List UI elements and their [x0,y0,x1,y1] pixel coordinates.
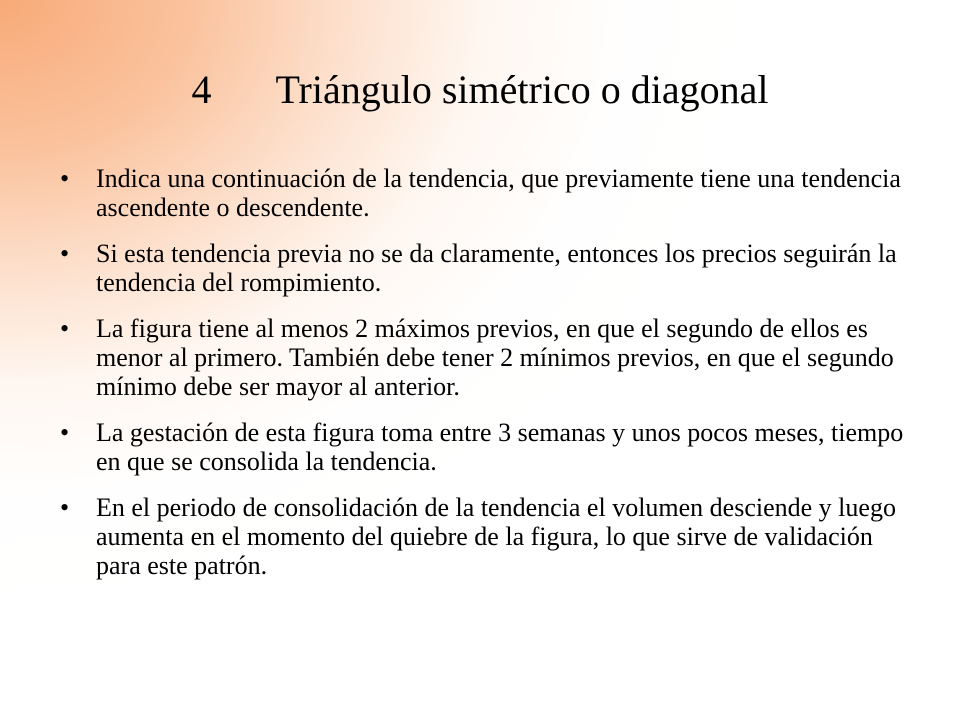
bullet-dot-icon: • [60,314,70,343]
bullet-list [60,164,910,597]
bullet-dot-icon: • [60,418,70,447]
bullet-dot-icon: • [60,164,70,193]
slide-title [0,60,960,120]
bullet-text: Indica una continuación de la tendencia, que previamente tiene una tendencia ascendente o descendente. [96,164,901,222]
slide-title-text: Triángulo simétrico o diagonal [275,67,769,112]
bullet-text: La figura tiene al menos 2 máximos previos, en que el segundo de ellos es menor al primero. También debe tener 2 mínimos previos, en que el segundo mínimo debe ser mayor al anterior. [96,314,894,401]
bullet-item [60,164,910,222]
slide-title-number: 4 [191,67,212,112]
bullet-text: En el periodo de consolidación de la tendencia el volumen desciende y luego aumenta en el momento del quiebre de la figura, lo que sirve de validación para este patrón. [96,493,896,580]
bullet-dot-icon: • [60,493,70,522]
bullet-dot-icon: • [60,239,70,268]
bullet-item [60,239,910,297]
bullet-text: La gestación de esta figura toma entre 3 semanas y unos pocos meses, tiempo en que se consolida la tendencia. [96,418,904,476]
bullet-item [60,493,910,580]
bullet-text: Si esta tendencia previa no se da claramente, entonces los precios seguirán la tendencia del rompimiento. [96,239,897,297]
bullet-item [60,418,910,476]
bullet-item [60,314,910,401]
